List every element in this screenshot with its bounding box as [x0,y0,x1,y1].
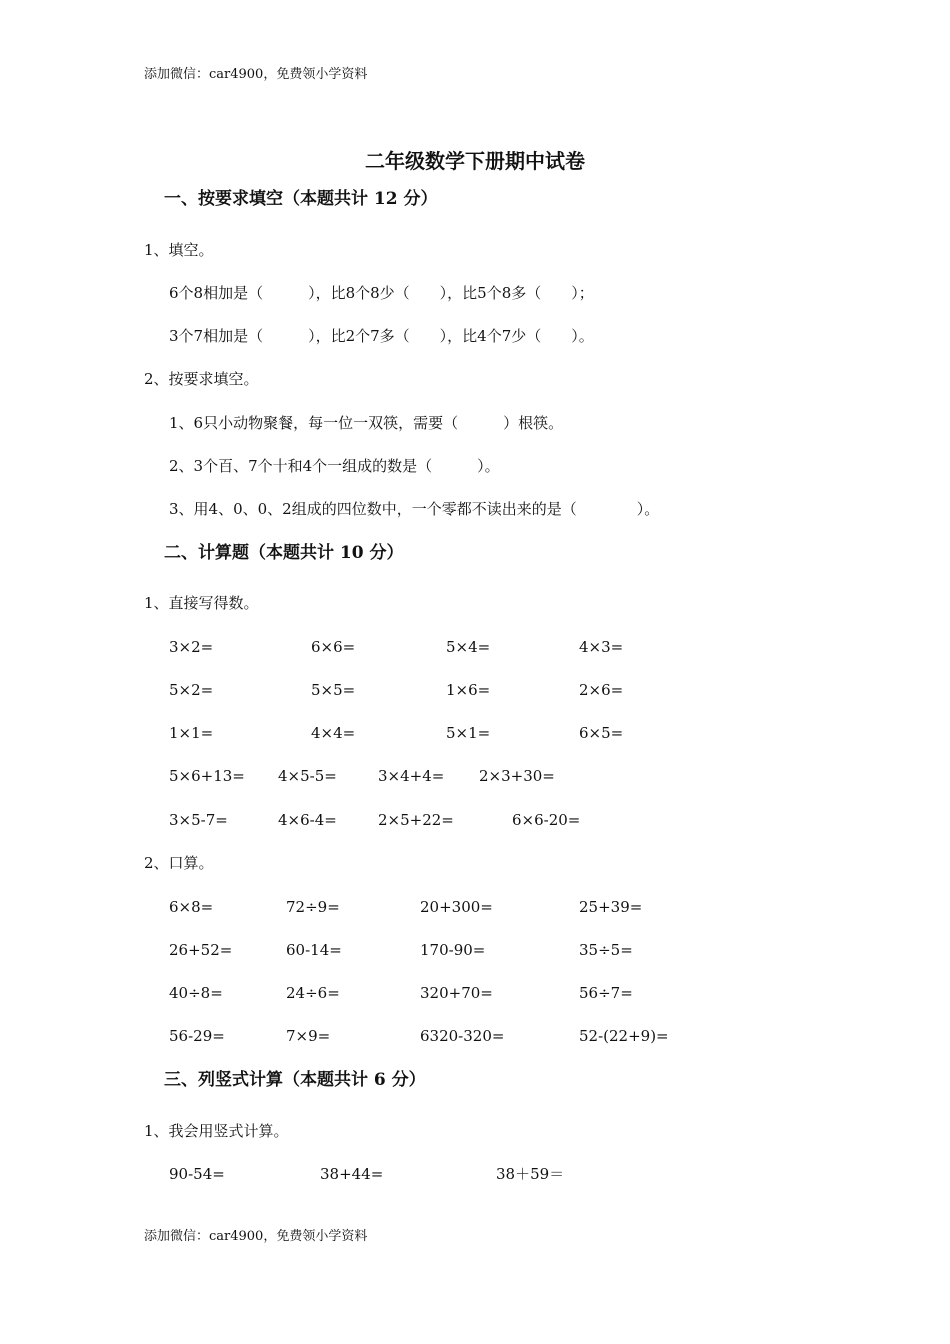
math-expression: 4×4= [311,724,356,742]
math-expression: 5×4= [446,638,491,656]
fill-blank-line: 6个8相加是（ ），比8个8少（ ），比5个8多（ ）； [169,284,594,302]
section-3-heading: 三、列竖式计算（本题共计 6 分） [164,1070,426,1090]
math-expression: 3×2= [169,638,214,656]
footer-note: 添加微信：car4900，免费领小学资料 [144,1229,368,1244]
vertical-calc-item: 90-54= [169,1165,225,1183]
math-expression: 170-90= [420,941,486,959]
question-2-label: 2、按要求填空。 [144,370,259,388]
math-expression: 4×5-5= [278,767,337,785]
math-expression: 24÷6= [286,984,340,1002]
math-expression: 5×6+13= [169,767,245,785]
math-expression: 56÷7= [579,984,633,1002]
question-1-label: 1、填空。 [144,241,214,259]
header-note: 添加微信：car4900，免费领小学资料 [144,67,368,82]
math-expression: 6×5= [579,724,624,742]
section-2-heading: 二、计算题（本题共计 10 分） [164,543,404,563]
math-expression: 60-14= [286,941,342,959]
math-expression: 1×6= [446,681,491,699]
vertical-calc-item: 38+44= [320,1165,384,1183]
fill-blank-item: 1、6只小动物聚餐，每一位一双筷，需要（ ）根筷。 [169,414,564,432]
vertical-calc-item: 38＋59＝ [496,1165,565,1183]
math-expression: 72÷9= [286,898,340,916]
math-expression: 3×4+4= [378,767,445,785]
math-expression: 2×5+22= [378,811,454,829]
math-expression: 25+39= [579,898,643,916]
question-1-label: 1、直接写得数。 [144,594,259,612]
math-expression: 320+70= [420,984,493,1002]
math-expression: 5×5= [311,681,356,699]
math-expression: 5×1= [446,724,491,742]
math-expression: 6320-320= [420,1027,505,1045]
question-1-label: 1、我会用竖式计算。 [144,1122,289,1140]
math-expression: 4×6-4= [278,811,337,829]
question-2-label: 2、口算。 [144,854,214,872]
page-title: 二年级数学下册期中试卷 [365,149,585,173]
math-expression: 6×6= [311,638,356,656]
math-expression: 40÷8= [169,984,223,1002]
math-expression: 26+52= [169,941,233,959]
math-expression: 3×5-7= [169,811,228,829]
section-1-heading: 一、按要求填空（本题共计 12 分） [164,189,438,209]
math-expression: 7×9= [286,1027,331,1045]
math-expression: 20+300= [420,898,493,916]
math-expression: 6×6-20= [512,811,581,829]
math-expression: 6×8= [169,898,214,916]
math-expression: 5×2= [169,681,214,699]
math-expression: 4×3= [579,638,624,656]
fill-blank-item: 3、用4、0、0、2组成的四位数中，一个零都不读出来的是（ ）。 [169,500,660,518]
fill-blank-line: 3个7相加是（ ），比2个7多（ ），比4个7少（ ）。 [169,327,594,345]
math-expression: 35÷5= [579,941,633,959]
math-expression: 56-29= [169,1027,225,1045]
math-expression: 52-(22+9)= [579,1027,669,1045]
math-expression: 2×6= [579,681,624,699]
math-expression: 2×3+30= [479,767,555,785]
math-expression: 1×1= [169,724,214,742]
fill-blank-item: 2、3个百、7个十和4个一组成的数是（ ）。 [169,457,500,475]
